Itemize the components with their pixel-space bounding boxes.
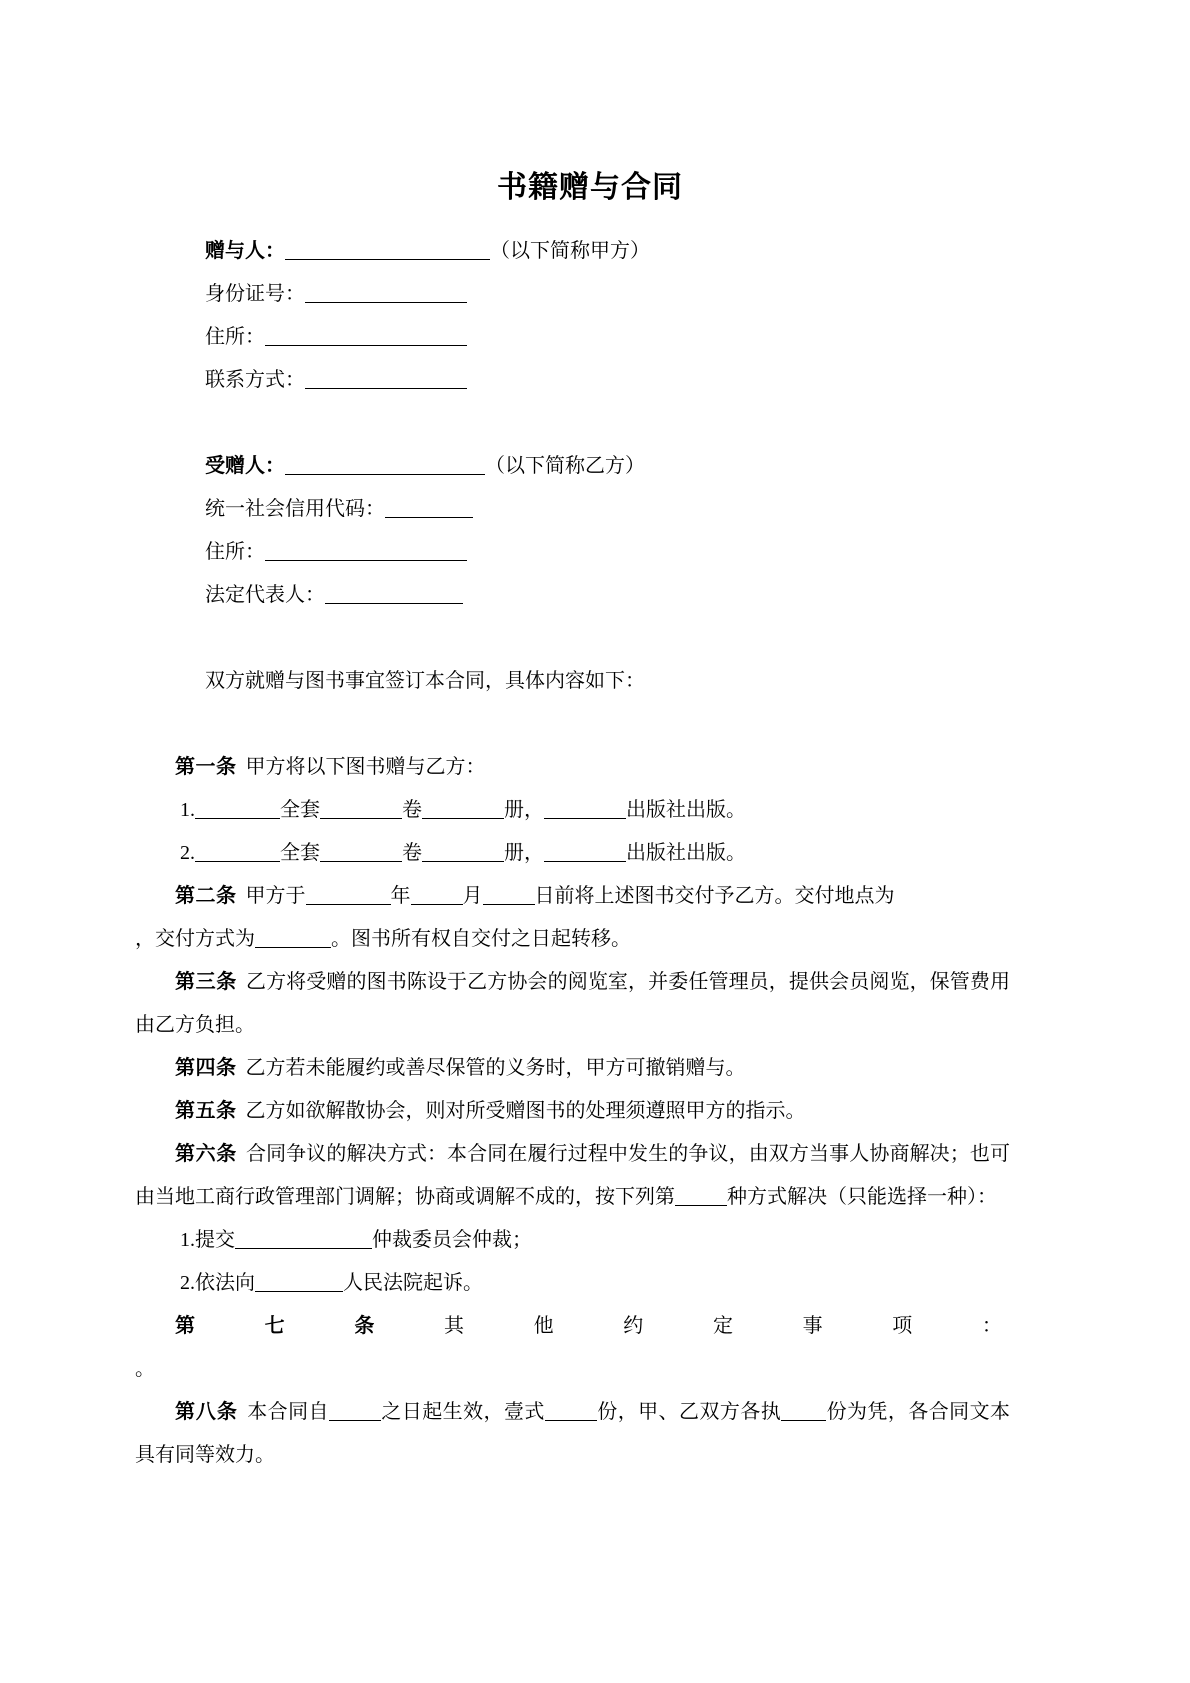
clause-6	[135, 1133, 1010, 1219]
book-2-publisher-blank[interactable]	[544, 844, 626, 862]
clause-7	[135, 1305, 1010, 1348]
clause-1-item-2-index: 2.	[180, 842, 195, 864]
donor-address-blank[interactable]	[265, 328, 467, 346]
book-1-title-blank[interactable]	[195, 801, 280, 819]
clause-7-char-2: 条	[354, 1315, 375, 1337]
clause-6-option-1-after: 仲裁委员会仲裁；	[372, 1229, 532, 1251]
donor-contact-blank[interactable]	[305, 371, 467, 389]
delivery-year-blank[interactable]	[306, 887, 391, 905]
donee-name-label: 受赠人：	[205, 455, 285, 477]
donee-address-line	[205, 531, 1055, 574]
donee-name-suffix: （以下简称乙方）	[485, 455, 645, 477]
clause-6-option-1	[135, 1219, 1010, 1262]
book-1-count-blank[interactable]	[422, 801, 504, 819]
donee-address-blank[interactable]	[265, 543, 467, 561]
total-copies-blank[interactable]	[545, 1403, 597, 1421]
each-party-copies-blank[interactable]	[781, 1403, 826, 1421]
clause-2	[135, 875, 1010, 918]
donor-address-line	[205, 316, 1055, 359]
clause-7-char-4: 他	[533, 1315, 554, 1337]
clause-2-text-a: 甲方于	[245, 885, 306, 907]
book-2-volume-blank[interactable]	[320, 844, 402, 862]
donor-party-block	[0, 230, 1190, 703]
clause-2-text-c: 月	[462, 885, 483, 907]
clause-1-item-2-seg3: 册，	[504, 842, 544, 864]
dispute-method-blank[interactable]	[675, 1188, 727, 1206]
donor-name-line	[205, 230, 1055, 273]
donee-name-line	[205, 445, 1055, 488]
clause-6-option-1-before: 提交	[195, 1229, 235, 1251]
delivery-month-blank[interactable]	[411, 887, 463, 905]
clause-8-text-a: 本合同自	[246, 1401, 329, 1423]
clause-1-item-1-seg4: 出版社出版。	[626, 799, 746, 821]
donee-address-label: 住所：	[205, 541, 265, 563]
clause-6-text-b: 种方式解决（只能选择一种）：	[727, 1186, 997, 1208]
book-2-count-blank[interactable]	[422, 844, 504, 862]
clause-2-text-b: 年	[390, 885, 411, 907]
effective-date-blank[interactable]	[329, 1403, 381, 1421]
clause-6-number: 第六条	[175, 1143, 237, 1165]
clause-2-text-e: ，交付方式为	[135, 928, 255, 950]
clause-6-option-2-index: 2.	[180, 1272, 195, 1294]
donee-credit-code-label: 统一社会信用代码：	[205, 498, 385, 520]
donee-credit-code-blank[interactable]	[385, 500, 473, 518]
clause-body	[0, 746, 1190, 1477]
donor-contact-line	[205, 359, 1055, 402]
clause-1-item-1	[135, 789, 1010, 832]
clause-7-trailing-period: 。	[135, 1358, 155, 1380]
clause-1-item-2	[135, 832, 1010, 875]
body-spacer	[0, 703, 1190, 746]
clause-7-char-9: ：	[981, 1315, 1002, 1337]
delivery-day-blank[interactable]	[483, 887, 535, 905]
clause-1-item-1-seg2: 卷	[402, 799, 422, 821]
donor-id-blank[interactable]	[305, 285, 467, 303]
book-2-title-blank[interactable]	[195, 844, 280, 862]
clause-6-option-2-before: 依法向	[195, 1272, 255, 1294]
clause-6-text-a: 合同争议的解决方式：本合同在履行过程中发生的争议，由双方当事人协商解决；也可由当地工商行政管理部门调解；协商或调解不成的，按下列第	[135, 1143, 1011, 1208]
clause-8-number: 第八条	[175, 1401, 238, 1423]
clause-6-option-1-index: 1.	[180, 1229, 195, 1251]
clause-7-char-8: 项	[892, 1315, 913, 1337]
clause-8	[135, 1391, 1010, 1477]
clause-7-char-1: 七	[264, 1315, 285, 1337]
clause-8-text-c: 份，甲、乙双方各执	[596, 1401, 782, 1423]
clause-6-option-2	[135, 1262, 1010, 1305]
clause-1-item-2-seg2: 卷	[402, 842, 422, 864]
donor-address-label: 住所：	[205, 326, 265, 348]
page-title: 书籍赠与合同	[497, 171, 683, 204]
clause-2-continuation	[135, 918, 1010, 961]
donee-legal-rep-label: 法定代表人：	[205, 584, 325, 606]
donor-id-line	[205, 273, 1055, 316]
clause-1-item-1-seg1: 全套	[280, 799, 320, 821]
clause-5-text: 乙方如欲解散协会，则对所受赠图书的处理须遵照甲方的指示。	[245, 1100, 806, 1122]
clause-7-char-6: 定	[712, 1315, 733, 1337]
clause-1-item-2-seg4: 出版社出版。	[626, 842, 746, 864]
donor-id-label: 身份证号：	[205, 283, 305, 305]
clause-1-item-2-seg1: 全套	[280, 842, 320, 864]
donee-credit-code-line	[205, 488, 1055, 531]
clause-1-number: 第一条	[175, 756, 237, 778]
clause-7-char-3: 其	[443, 1315, 464, 1337]
clause-2-text-f: 。图书所有权自交付之日起转移。	[331, 928, 631, 950]
donor-name-blank[interactable]	[285, 242, 490, 260]
clause-1-text: 甲方将以下图书赠与乙方：	[245, 756, 486, 778]
clause-3-number: 第三条	[175, 971, 237, 993]
clause-1	[135, 746, 1010, 789]
arbitration-commission-blank[interactable]	[235, 1231, 372, 1249]
clause-3	[135, 961, 1010, 1047]
clause-3-text: 乙方将受赠的图书陈设于乙方协会的阅览室，并委任管理员，提供会员阅览，保管费用由乙方负担。	[135, 971, 1011, 1036]
donor-name-label: 赠与人：	[205, 240, 285, 262]
preamble-spacer	[205, 617, 1055, 660]
preamble-text: 双方就赠与图书事宜签订本合同，具体内容如下：	[205, 670, 645, 692]
clause-4-text: 乙方若未能履约或善尽保管的义务时，甲方可撤销赠与。	[245, 1057, 746, 1079]
book-1-volume-blank[interactable]	[320, 801, 402, 819]
party-spacer	[205, 402, 1055, 445]
donor-name-suffix: （以下简称甲方）	[490, 240, 650, 262]
clause-7-char-7: 事	[802, 1315, 823, 1337]
court-blank[interactable]	[255, 1274, 343, 1292]
clause-8-text-b: 之日起生效，壹式	[380, 1401, 545, 1423]
clause-5-number: 第五条	[175, 1100, 237, 1122]
clause-4	[135, 1047, 1010, 1090]
clause-4-number: 第四条	[175, 1057, 237, 1079]
donee-name-blank[interactable]	[285, 457, 485, 475]
clause-6-option-2-after: 人民法院起诉。	[343, 1272, 483, 1294]
clause-1-item-1-index: 1.	[180, 799, 195, 821]
clause-2-text-d: 日前将上述图书交付予乙方。交付地点为	[534, 885, 895, 907]
clause-8-text-d: 份为凭，各合同文本具有同等效力。	[135, 1401, 1011, 1466]
clause-2-number: 第二条	[175, 885, 237, 907]
delivery-method-blank[interactable]	[255, 930, 331, 948]
donee-legal-rep-blank[interactable]	[325, 586, 463, 604]
preamble-line	[205, 660, 1055, 703]
clause-1-item-1-seg3: 册，	[504, 799, 544, 821]
book-1-publisher-blank[interactable]	[544, 801, 626, 819]
clause-5	[135, 1090, 1010, 1133]
donor-contact-label: 联系方式：	[205, 369, 305, 391]
clause-7-char-5: 约	[623, 1315, 644, 1337]
donee-legal-rep-line	[205, 574, 1055, 617]
clause-7-char-0: 第	[175, 1315, 195, 1337]
